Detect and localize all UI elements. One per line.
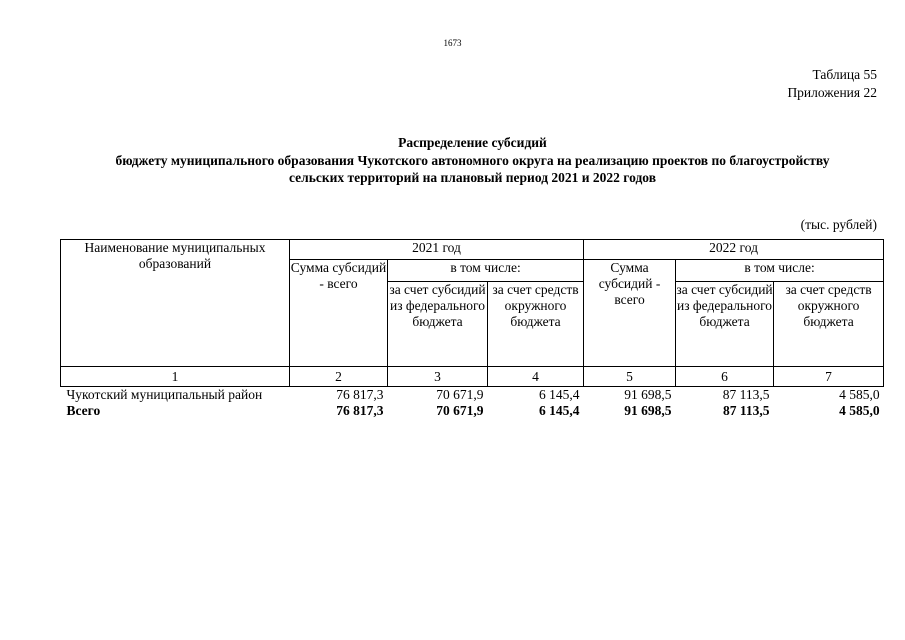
title-line3: сельских территорий на плановый период 2021 и 2022 годов — [289, 170, 656, 185]
column-number: 2 — [290, 367, 388, 387]
table-ref-line2: Приложения 22 — [787, 85, 877, 100]
header-district-2021: за счет средств окружного бюджета — [488, 282, 584, 367]
column-number: 5 — [584, 367, 676, 387]
column-number: 3 — [388, 367, 488, 387]
document-title — [40, 134, 905, 187]
header-name-column: Наименование муниципальных образований — [61, 240, 290, 367]
header-year-2022: 2022 год — [584, 240, 884, 260]
row-value: 76 817,3 — [336, 387, 384, 402]
row-municipality-name: Чукотский муниципальный район — [66, 387, 263, 402]
row-value: 4 585,0 — [839, 387, 880, 402]
total-value: 91 698,5 — [624, 403, 672, 418]
table-ref-line1: Таблица 55 — [812, 67, 877, 82]
column-number-row — [61, 367, 884, 387]
title-line2: бюджету муниципального образования Чукотского автономного округа на реализацию проектов по благоустройству — [115, 152, 830, 168]
total-value: 76 817,3 — [336, 403, 384, 418]
row-value: 87 113,5 — [722, 387, 770, 402]
header-district-2022: за счет средств окружного бюджета — [774, 282, 884, 367]
total-value: 4 585,0 — [839, 403, 880, 418]
column-number: 4 — [488, 367, 584, 387]
header-total-2021: Сумма субсидий - всего — [290, 260, 388, 367]
table-reference — [787, 66, 877, 102]
table-row — [61, 387, 884, 404]
header-year-2021: 2021 год — [290, 240, 584, 260]
title-line1: Распределение субсидий — [398, 135, 547, 150]
subsidy-table — [60, 239, 884, 419]
header-total-2022: Сумма субсидий - всего — [584, 260, 676, 367]
page-number: 1673 — [443, 38, 462, 48]
column-number: 1 — [61, 367, 290, 387]
total-value: 87 113,5 — [723, 403, 770, 418]
row-value: 91 698,5 — [624, 387, 672, 402]
column-number: 7 — [774, 367, 884, 387]
total-label: Всего — [66, 403, 101, 418]
header-federal-2021: за счет субсидий из федерального бюджета — [388, 282, 488, 367]
header-federal-2022: за счет субсидий из федерального бюджета — [676, 282, 774, 367]
total-value: 70 671,9 — [436, 403, 484, 418]
row-value: 6 145,4 — [539, 387, 580, 402]
total-row — [61, 403, 884, 419]
row-value: 70 671,9 — [436, 387, 484, 402]
units-label: (тыс. рублей) — [800, 217, 877, 232]
total-value: 6 145,4 — [539, 403, 580, 418]
header-including-2021: в том числе: — [388, 260, 584, 282]
column-number: 6 — [676, 367, 774, 387]
header-including-2022: в том числе: — [676, 260, 884, 282]
